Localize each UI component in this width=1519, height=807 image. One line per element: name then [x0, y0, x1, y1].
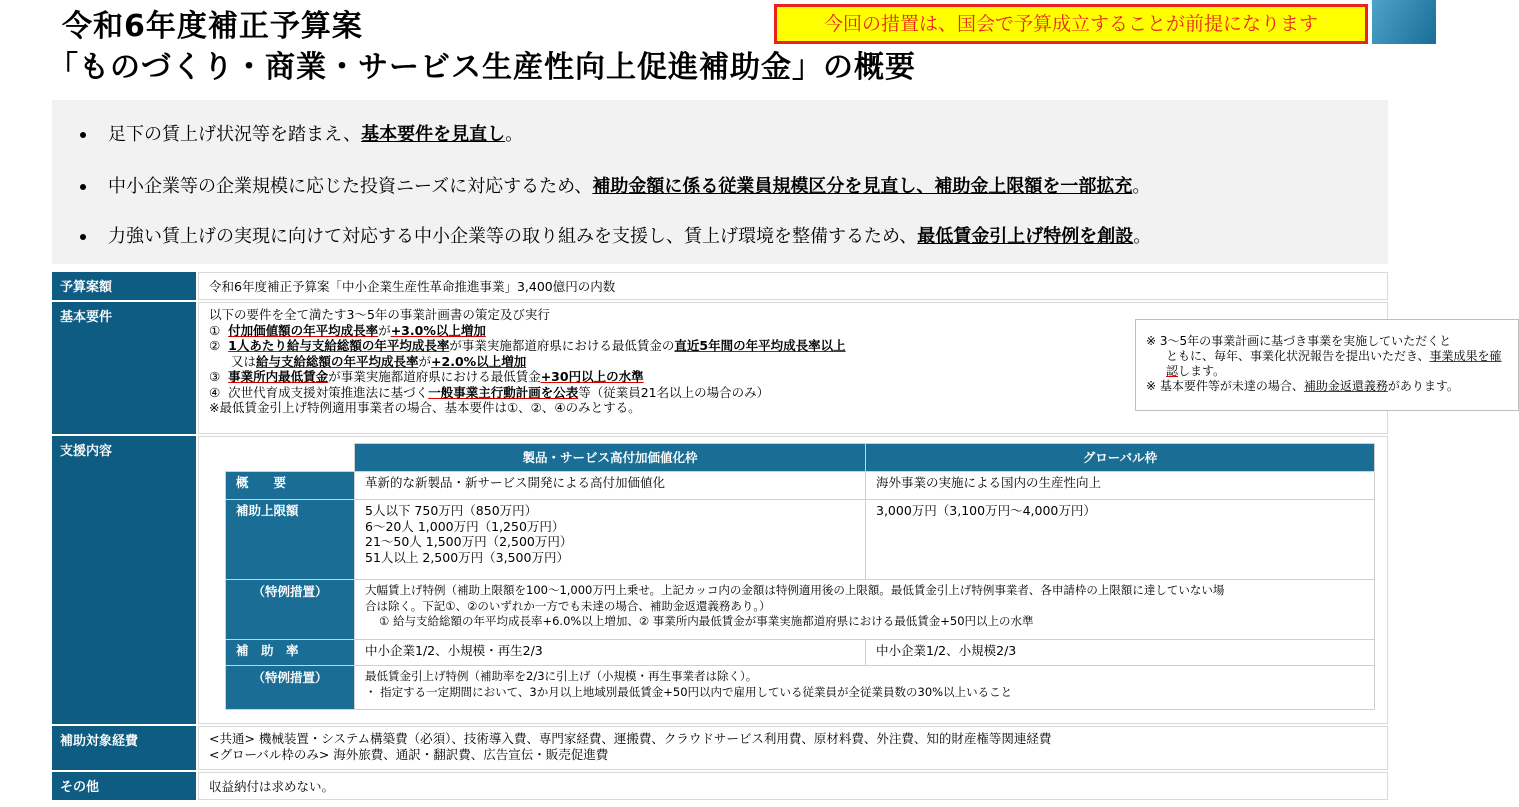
req-text: 又は [231, 353, 257, 369]
bullet-dot-icon [80, 234, 86, 240]
bullet-emphasis: 基本要件を見直し [361, 124, 506, 145]
note-text: します。 [1178, 364, 1226, 378]
row-label: 支援内容 [52, 436, 196, 724]
bullet-dot-icon [80, 184, 86, 190]
note-underlined: 補助金返還義務 [1303, 379, 1388, 393]
title-line-1: 令和6年度補正予算案 [62, 9, 363, 44]
title-line-2: 「ものづくり・商業・サービス生産性向上促進補助金」の概要 [48, 50, 916, 85]
rate-cell: 中小企業1/2、小規模・再生2/3 [355, 640, 866, 666]
req-text: が事業実施都道府県における最低賃金の [449, 338, 675, 353]
bullet-tail: 。 [505, 124, 524, 145]
support-body [198, 436, 1388, 724]
row-label: 基本要件 [52, 302, 196, 434]
special-row [226, 580, 1375, 640]
req-underlined: 直近5年間の年平均成長率以上 [674, 338, 846, 353]
limit-line: 21～50人 1,500万円（2,500万円） [365, 534, 573, 549]
req-text: 次世代育成支援対策推進法に基づく [228, 384, 429, 400]
row-label: 予算案額 [52, 272, 196, 300]
note-text [1146, 379, 1508, 394]
rate-row [226, 640, 1375, 666]
col-header: グローバル枠 [866, 444, 1375, 472]
note-text: ※ 基本要件等が未達の場合、 [1146, 379, 1304, 393]
rate-special-line: 最低賃金引上げ特例（補助率を2/3に引上げ（小規模・再生事業者は除く）。 [365, 669, 758, 683]
row-key: 概 要 [226, 472, 355, 500]
note-text: ともに、毎年、事業化状況報告を提出いただき、 [1166, 349, 1430, 363]
limit-line: 6～20人 1,000万円（1,250万円） [365, 518, 565, 534]
req-number: ④ [209, 384, 221, 400]
limit-line: 51人以上 2,500万円（3,500万円） [365, 549, 569, 565]
row-budget [52, 270, 1388, 300]
support-header-row [226, 444, 1375, 472]
rate-special-cell [355, 666, 1375, 710]
other-value: 収益納付は求めない。 [198, 772, 1388, 800]
row-label: その他 [52, 772, 196, 800]
special-line: 大幅賃上げ特例（補助上限額を100～1,000万円上乗せ。上記カッコ内の金額は特例適用後の上限額。最低賃金引上げ特例事業者、各申請枠の上限額に達していない場 [365, 583, 1225, 597]
limit-row [226, 500, 1375, 580]
bullet-text: 足下の賃上げ状況等を踏まえ、 [108, 124, 362, 145]
bullet-item [80, 172, 1150, 198]
row-label: 補助対象経費 [52, 726, 196, 770]
bullet-emphasis: 最低賃金引上げ特例を創設 [917, 226, 1134, 247]
note-underlined: 事業成果を確認 [1166, 349, 1502, 378]
overview-cell: 革新的な新製品・新サービス開発による高付加価値化 [355, 472, 866, 500]
bullet-item [80, 120, 523, 146]
budget-value: 令和6年度補正予算案「中小企業生産性革命推進事業」3,400億円の内数 [198, 272, 1388, 300]
req-text: が事業実施都道府県における最低賃金 [328, 369, 541, 384]
special-line: 合は除く。下記①、②のいずれか一方でも未達の場合、補助金返還義務あり。） [365, 598, 771, 613]
overview-row [226, 472, 1375, 500]
note-text [1146, 349, 1508, 379]
row-support [52, 434, 1388, 724]
bullet-text: 中小企業等の企業規模に応じた投資ニーズに対応するため、 [108, 176, 593, 197]
special-cell [355, 580, 1375, 640]
row-expenses [52, 724, 1388, 770]
bullet-dot-icon [80, 132, 86, 138]
bullet-item [80, 222, 1151, 248]
basic-footnote: ※最低賃金引上げ特例適用事業者の場合、基本要件は①、②、④のみとする。 [209, 400, 641, 415]
basic-requirements-body [198, 302, 1502, 434]
req-text: が [418, 353, 432, 369]
basic-intro: 以下の要件を全て満たす3～5年の事業計画書の策定及び実行 [209, 307, 550, 322]
req-number: ② [209, 338, 221, 353]
note-text: があります。 [1387, 379, 1459, 393]
req-underlined: 一般事業主行動計画を公表 [428, 384, 579, 400]
row-key: 補 助 率 [226, 640, 355, 666]
req-number: ③ [209, 369, 221, 384]
bullet-text: 力強い賃上げの実現に向けて対応する中小企業等の取り組みを支援し、賃上げ環境を整備するため、 [108, 226, 918, 247]
special-line: ① 給与支給総額の年平均成長率+6.0%以上増加、② 事業所内最低賃金が事業実施都道府県における最低賃金+50円以上の水準 [379, 614, 1034, 628]
req-text: 等（従業員21名以上の場合のみ） [578, 384, 770, 400]
req-bold: +2.0%以上増加 [431, 353, 527, 369]
notice-banner: 今回の措置は、国会で予算成立することが前提になります [774, 4, 1368, 44]
blank-cell [226, 444, 355, 472]
req-bold: +30円以上の水準 [540, 369, 644, 384]
basic-note-box [1135, 319, 1519, 411]
support-table [225, 443, 1375, 710]
overview-cell: 海外事業の実施による国内の生産性向上 [866, 472, 1375, 500]
req-bold: +3.0%以上増加 [390, 322, 486, 338]
req-underlined: 給与支給総額の年平均成長率 [256, 353, 419, 369]
row-key: （特例措置） [226, 666, 355, 710]
col-header: 製品・サービス高付加価値化枠 [355, 444, 866, 472]
expense-line: <共通> 機械装置・システム構築費（必須）、技術導入費、専門家経費、運搬費、クラウドサービス利用費、原材料費、外注費、知的財産権等関連経費 [209, 731, 1052, 746]
rate-special-row [226, 666, 1375, 710]
expenses-body [198, 726, 1388, 770]
req-underlined: 1人あたり給与支給総額の年平均成長率 [228, 338, 450, 353]
limit-line: 5人以下 750万円（850万円） [365, 503, 538, 518]
rate-special-line: ・ 指定する一定期間において、3か月以上地域別最低賃金+50円以内で雇用している従業員が全従業員数の30%以上いること [365, 684, 1013, 699]
row-key: 補助上限額 [226, 500, 355, 580]
row-key: （特例措置） [226, 580, 355, 640]
limit-cell [355, 500, 866, 580]
limit-cell: 3,000万円（3,100万円～4,000万円） [866, 500, 1375, 580]
req-underlined: 事業所内最低賃金 [228, 369, 329, 384]
row-basic-requirements [52, 300, 1502, 434]
bullet-tail: 。 [1133, 226, 1152, 247]
req-text: が [378, 322, 391, 338]
rate-cell: 中小企業1/2、小規模2/3 [866, 640, 1375, 666]
note-text: ※ 3～5年の事業計画に基づき事業を実施していただくと [1146, 334, 1452, 348]
expense-line: <グローバル枠のみ> 海外旅費、通訳・翻訳費、広告宣伝・販売促進費 [209, 746, 609, 762]
req-underlined: 付加価値額の年平均成長率 [228, 322, 379, 338]
bullet-tail: 。 [1132, 176, 1151, 197]
summary-bullets [52, 100, 1388, 264]
bullet-emphasis: 補助金額に係る従業員規模区分を見直し、補助金上限額を一部拡充 [592, 176, 1133, 197]
row-other [52, 770, 1388, 800]
req-number: ① [209, 322, 221, 338]
corner-decoration [1372, 0, 1436, 44]
